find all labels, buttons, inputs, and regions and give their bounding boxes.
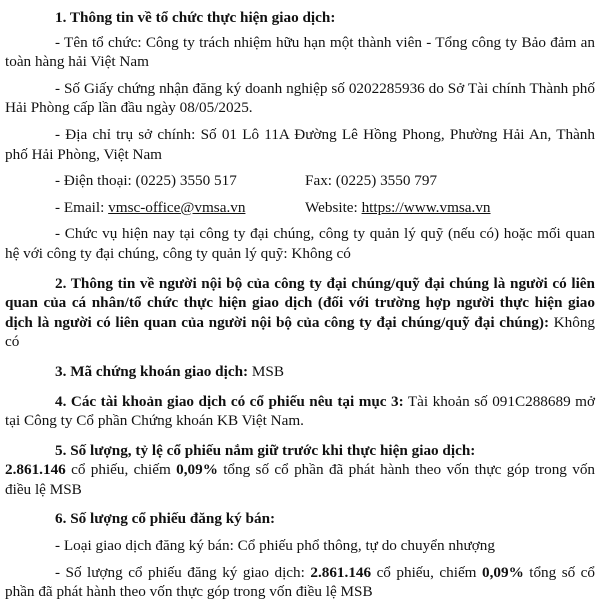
- website-link[interactable]: https://www.vmsa.vn: [361, 198, 491, 216]
- website-label: Website:: [305, 198, 362, 216]
- shares-held: 2.861.146: [5, 461, 66, 479]
- email-link[interactable]: vmsc-office@vmsa.vn: [108, 198, 246, 216]
- section-4-title: 4. Các tài khoản giao dịch có cổ phiếu nêu tại mục 3:: [55, 392, 404, 410]
- phone-fax-row: [5, 171, 595, 191]
- shares-held-tail: tổng số cổ phần đã phát hành theo vốn thực góp trong vốn điều lệ MSB: [5, 461, 596, 498]
- fax: Fax: (0225) 3550 797: [305, 172, 438, 190]
- business-certificate: - Số Giấy chứng nhận đăng ký doanh nghiệp số 0202285936 do Sở Tài chính Thành phố Hải Phòng cấp lần đầu ngày 08/05/2025.: [5, 79, 595, 117]
- shares-held-pct: 0,09%: [176, 461, 218, 479]
- email-label: - Email:: [55, 198, 109, 216]
- section-5-title: 5. Số lượng, tỷ lệ cổ phiếu nắm giữ trước khi thực hiện giao dịch:: [55, 441, 476, 459]
- transaction-type: - Loại giao dịch đăng ký bán: Cổ phiếu phổ thông, tự do chuyển nhượng: [55, 537, 495, 555]
- email-website-row: [5, 198, 595, 218]
- website-line: [305, 198, 595, 218]
- shares-held-mid: cổ phiếu, chiếm: [65, 461, 177, 479]
- section-2-value: Không có: [5, 313, 596, 351]
- registered-head: - Số lượng cổ phiếu đăng ký giao dịch:: [55, 563, 311, 581]
- section-5: [5, 441, 595, 500]
- section-2-title: 2. Thông tin về người nội bộ của công ty đại chúng/quỹ đại chúng là người có liên quan của cá nhân/tổ chức thực hiện giao dịch (đối với trường hợp người thực hiện giao dịch là người có liên quan của người nội bộ của công ty đại chúng/quỹ đại chúng):: [5, 274, 595, 331]
- email-line: [5, 198, 305, 218]
- registered-pct: 0,09%: [481, 563, 524, 581]
- phone: - Điện thoại: (0225) 3550 517: [55, 172, 237, 190]
- section-3-title: 3. Mã chứng khoán giao dịch:: [55, 362, 249, 380]
- section-3-value: MSB: [248, 362, 284, 380]
- head-office-address: - Địa chỉ trụ sở chính: Số 01 Lô 11A Đường Lê Hồng Phong, Phường Hải An, Thành phố Hải Phòng, Việt Nam: [5, 125, 595, 163]
- registered-shares: 2.861.146: [310, 563, 372, 581]
- section-6-title: 6. Số lượng cổ phiếu đăng ký bán:: [55, 510, 276, 528]
- registered-mid: cổ phiếu, chiếm: [371, 563, 482, 581]
- section-1-title: 1. Thông tin về tổ chức thực hiện giao dịch:: [55, 9, 336, 26]
- registered-tail: tổng số cổ phần đã phát hành theo vốn thực góp trong vốn điều lệ MSB: [5, 563, 596, 601]
- section-2: [5, 274, 595, 352]
- registered-quantity: [5, 563, 595, 602]
- section-3: [5, 362, 595, 382]
- current-position: - Chức vụ hiện nay tại công ty đại chúng, công ty quản lý quỹ (nếu có) hoặc mối quan hệ với công ty đại chúng, công ty quản lý quỹ: Không có: [5, 225, 595, 262]
- section-4-value: Tài khoản số 091C288689 mở tại Công ty Cổ phần Chứng khoán KB Việt Nam.: [5, 392, 595, 430]
- section-4: [5, 392, 595, 431]
- org-name: - Tên tổ chức: Công ty trách nhiệm hữu hạn một thành viên - Tổng công ty Bảo đảm an toàn hàng hải Việt Nam: [5, 33, 595, 71]
